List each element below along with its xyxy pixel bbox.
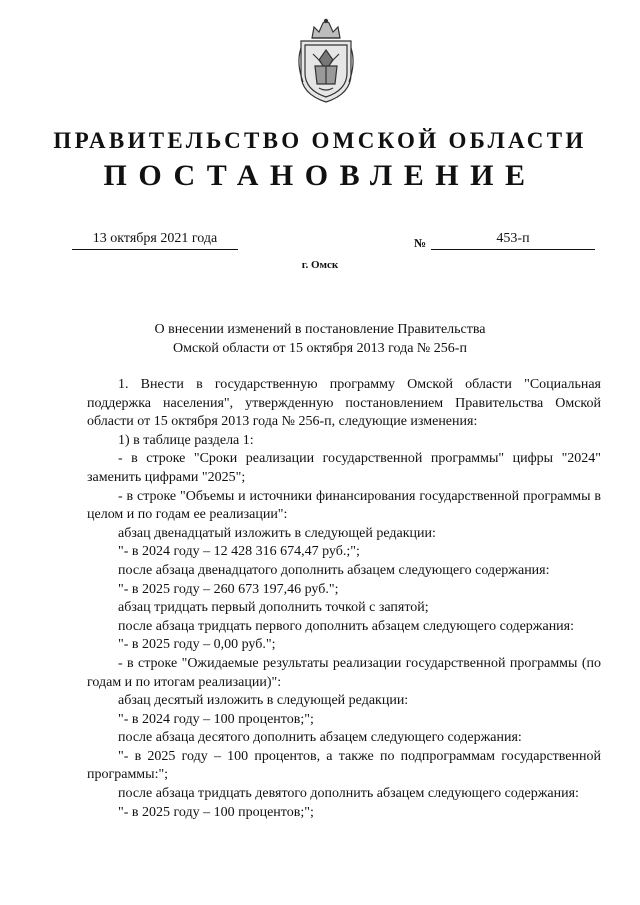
paragraph: "- в 2025 году – 0,00 руб."; — [118, 637, 276, 653]
subject-line-2: Омской области от 15 октября 2013 года № 256-п — [173, 340, 467, 356]
paragraph: после абзаца тридцать первого дополнить абзацем следующего содержания: — [118, 618, 575, 634]
coat-of-arms-icon — [295, 18, 357, 104]
paragraph: после абзаца тридцать девятого дополнить абзацем следующего содержания: — [118, 786, 579, 802]
organization-title: ПРАВИТЕЛЬСТВО ОМСКОЙ ОБЛАСТИ — [53, 128, 587, 153]
paragraph: "- в 2025 году – 100 процентов;"; — [118, 804, 314, 820]
paragraph: - в строке "Сроки реализации государственной программы" цифры "2024" заменить цифрами "2025"; — [87, 451, 601, 485]
document-body — [87, 376, 601, 822]
paragraph: "- в 2024 году – 100 процентов;"; — [118, 711, 314, 727]
paragraph: "- в 2024 году – 12 428 316 674,47 руб.;"; — [118, 544, 360, 560]
paragraph: "- в 2025 году – 100 процентов, а также по подпрограммам государственной программы:"; — [87, 748, 601, 783]
subject-line-1: О внесении изменений в постановление Правительства — [154, 322, 486, 337]
document-date: 13 октября 2021 года — [72, 230, 238, 250]
document-subject — [0, 321, 640, 358]
city-name: г. Омск — [301, 259, 339, 271]
paragraph: после абзаца десятого дополнить абзацем следующего содержания: — [118, 730, 522, 746]
paragraph: абзац тридцать первый дополнить точкой с запятой; — [118, 600, 429, 616]
paragraph: абзац десятый изложить в следующей редакции: — [118, 693, 409, 709]
paragraph: абзац двенадцатый изложить в следующей редакции: — [118, 525, 436, 541]
number-sign: № — [414, 236, 427, 250]
document-type-title: ПОСТАНОВЛЕНИЕ — [103, 159, 537, 192]
paragraph: 1. Внести в государственную программу Омской области "Социальная поддержка населения", утвержденную постановлением Правительства Омской области от 15 октября 2013 года № 256-п, следующие изменения: — [87, 377, 601, 430]
document-number: 453-п — [431, 230, 595, 250]
paragraph: - в строке "Ожидаемые результаты реализации государственной программы (по годам и по итогам реализации)": — [87, 655, 601, 690]
paragraph: "- в 2025 году – 260 673 197,46 руб."; — [118, 581, 339, 597]
paragraph: после абзаца двенадцатого дополнить абзацем следующего содержания: — [118, 562, 550, 578]
paragraph: 1) в таблице раздела 1: — [118, 432, 254, 448]
paragraph: - в строке "Объемы и источники финансирования государственной программы в целом и по годам ее реализации": — [87, 488, 601, 523]
